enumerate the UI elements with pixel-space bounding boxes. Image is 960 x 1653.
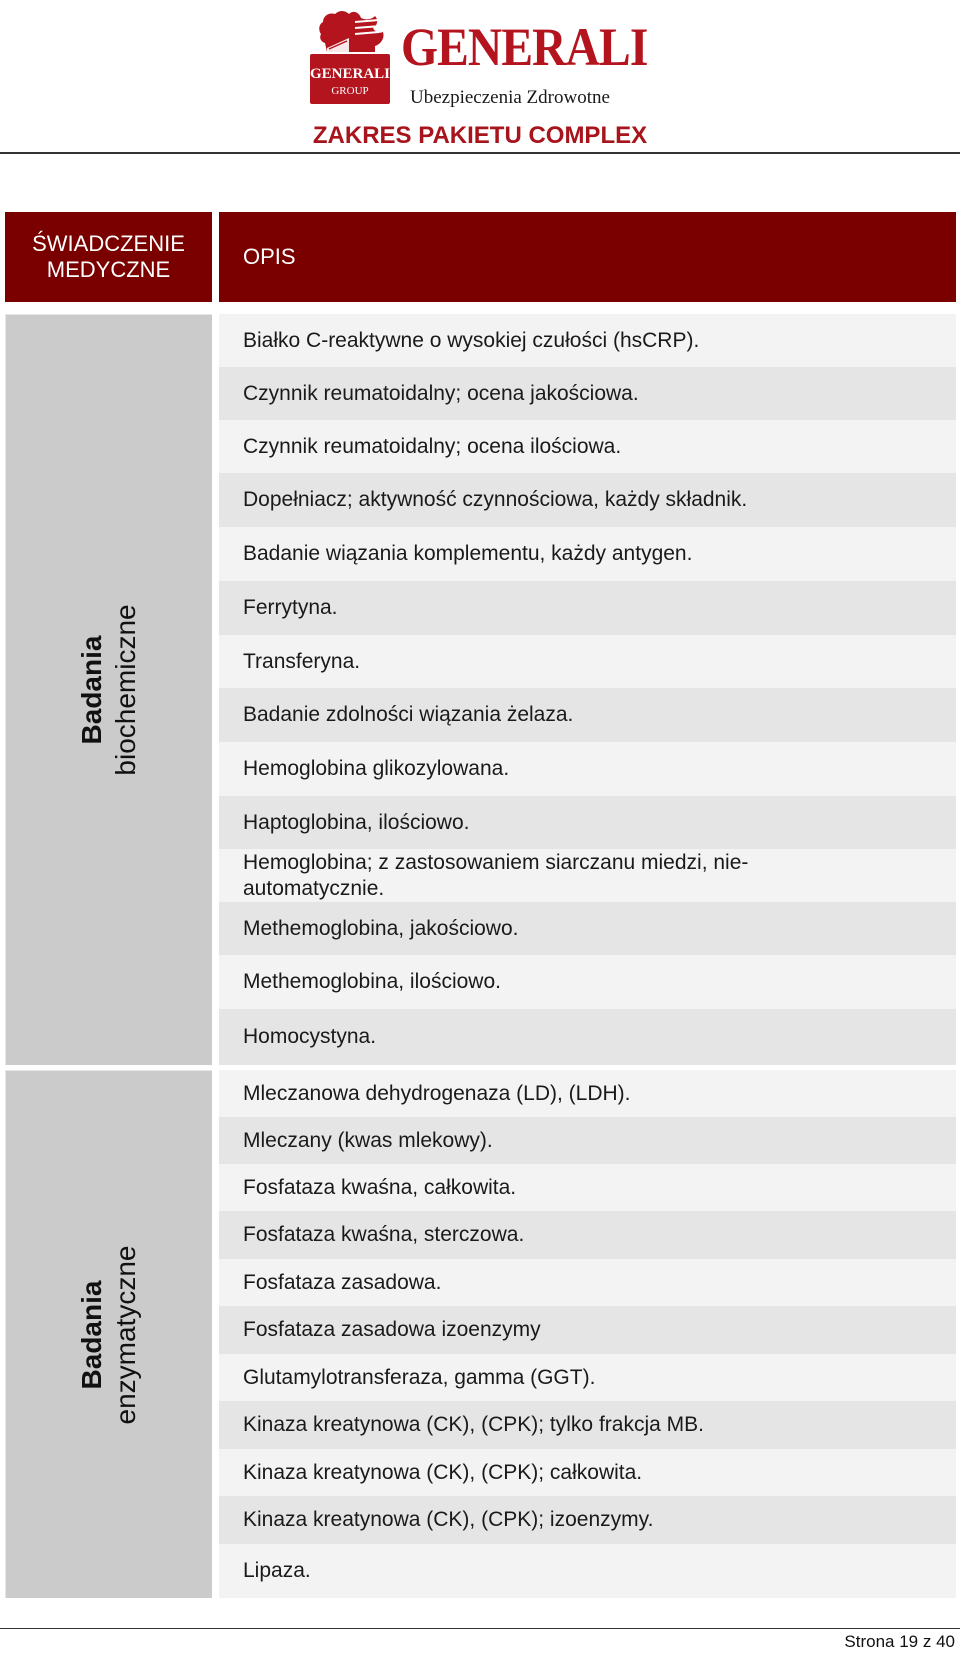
table-row [219, 367, 956, 420]
section-biochemical-label [75, 604, 143, 775]
row-text: Czynnik reumatoidalny; ocena ilościowa. [243, 434, 622, 458]
row-text: Kinaza kreatynowa (CK), (CPK); tylko frakcja MB. [243, 1413, 704, 1436]
row-text: Methemoglobina, jakościowo. [243, 916, 519, 940]
table-row [219, 742, 956, 796]
table-row [219, 849, 956, 902]
section-enzymatic-label [75, 1245, 143, 1424]
row-text: Lipaza. [243, 1559, 311, 1582]
page-title: ZAKRES PAKIETU COMPLEX [312, 122, 648, 149]
row-text: Kinaza kreatynowa (CK), (CPK); całkowita. [243, 1460, 643, 1484]
brand-subtitle: Ubezpieczenia Zdrowotne [410, 87, 610, 108]
row-text: Czynnik reumatoidalny; ocena jakościowa. [243, 381, 639, 405]
table-row [219, 1306, 956, 1354]
section-enzymatic [5, 1070, 212, 1598]
table-row [219, 473, 956, 527]
row-text: Methemoglobina, ilościowo. [243, 970, 501, 993]
row-text: Homocystyna. [243, 1025, 377, 1048]
table-row [219, 581, 956, 635]
row-text: Hemoglobina; z zastosowaniem siarczanu miedzi, nie-automatycznie. [243, 850, 749, 900]
section-label-line1: Badania [76, 635, 107, 745]
footer-divider [0, 1628, 960, 1629]
header-divider [0, 152, 960, 154]
section-label-line2: enzymatyczne [110, 1245, 141, 1424]
brand-name: GENERALI [401, 17, 648, 77]
table-row [219, 1401, 956, 1449]
column-header-service [5, 212, 212, 302]
group-line1: GENERALI [309, 66, 391, 82]
table-row [219, 420, 956, 473]
row-text: Fosfataza zasadowa. [243, 1270, 442, 1294]
table-row [219, 955, 956, 1009]
row-text: Glutamylotransferaza, gamma (GGT). [243, 1365, 596, 1389]
row-text: Fosfataza kwaśna, całkowita. [243, 1175, 517, 1199]
row-text: Badanie wiązania komplementu, każdy antygen. [243, 542, 693, 565]
section-biochemical [5, 314, 212, 1065]
table-row [219, 902, 956, 955]
row-text: Białko C-reaktywne o wysokiej czułości (hsCRP). [243, 328, 700, 352]
table-row [219, 314, 956, 367]
row-text: Badanie zdolności wiązania żelaza. [243, 703, 574, 726]
table-row [219, 1259, 956, 1306]
table-row [219, 1354, 956, 1401]
table-row [219, 527, 956, 581]
row-text: Kinaza kreatynowa (CK), (CPK); izoenzymy. [243, 1508, 654, 1531]
row-text: Fosfataza kwaśna, sterczowa. [243, 1223, 525, 1246]
row-text: Mleczanowa dehydrogenaza (LD), (LDH). [243, 1081, 631, 1105]
column-header-service-label: ŚWIADCZENIE MEDYCZNE [32, 231, 185, 282]
column-header-description [219, 212, 956, 302]
column-header-description-label: OPIS [243, 244, 296, 269]
section-label-line2: biochemiczne [110, 604, 141, 776]
row-text: Fosfataza zasadowa izoenzymy [243, 1318, 541, 1341]
lion-emblem-icon [309, 8, 391, 108]
table-row [219, 1164, 956, 1211]
generali-logo [309, 8, 648, 110]
row-text: Ferrytyna. [243, 596, 338, 619]
section-label-line1: Badania [76, 1280, 107, 1389]
table-row [219, 1496, 956, 1544]
table-row [219, 796, 956, 849]
row-text: Mleczany (kwas mlekowy). [243, 1128, 493, 1152]
table-row [219, 1117, 956, 1164]
row-text: Transferyna. [243, 649, 361, 673]
table-row [219, 635, 956, 688]
page-number: Strona 19 z 40 [844, 1632, 955, 1651]
group-line2: GROUP [331, 85, 369, 97]
table-row [219, 1449, 956, 1496]
table-row [219, 688, 956, 742]
row-text: Dopełniacz; aktywność czynnościowa, każdy składnik. [243, 488, 748, 511]
table-row [219, 1211, 956, 1259]
row-text: Hemoglobina glikozylowana. [243, 757, 510, 780]
table-row [219, 1544, 956, 1598]
table-row [219, 1070, 956, 1117]
row-text: Haptoglobina, ilościowo. [243, 810, 470, 834]
table-row [219, 1009, 956, 1065]
